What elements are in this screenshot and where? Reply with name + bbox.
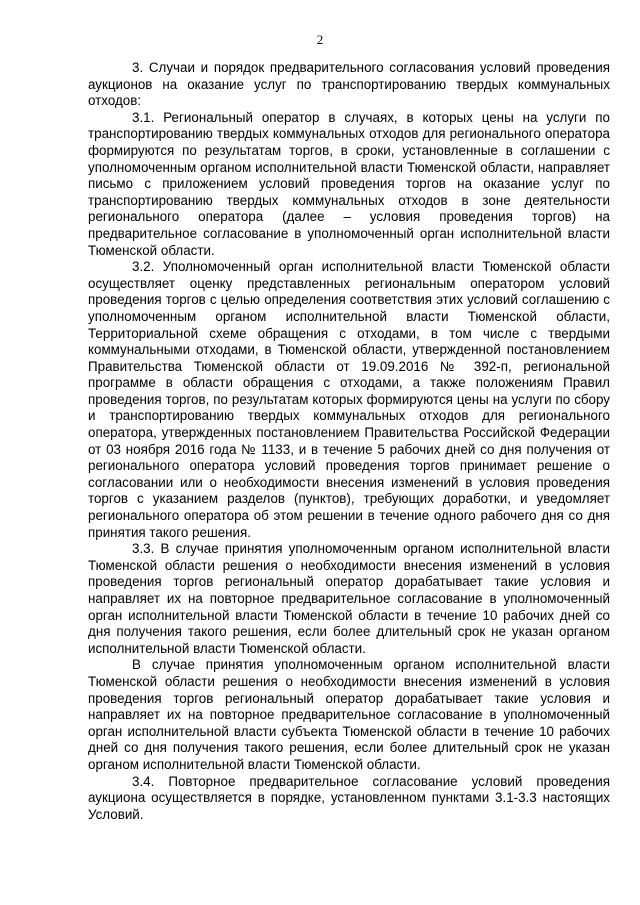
section-3-heading: 3. Случаи и порядок предварительного согласования условий проведения аукционов на оказание услуг по транспортированию твердых коммунальных отходов: [88, 60, 610, 109]
section-3-3-paragraph: 3.3. В случае принятия уполномоченным органом исполнительной власти Тюменской области решения о необходимости внесения изменений в условия проведения торгов региональный оператор дорабатывает такие условия и направляет их на повторное предварительное согласование в уполномоченный орган исполнительной власти Тюменской области в течение 10 рабочих дней со дня получения такого решения, если более длительный срок не указан органом исполнительной власти Тюменской области. [88, 541, 610, 656]
section-3-2-paragraph: 3.2. Уполномоченный орган исполнительной власти Тюменской области осуществляет оценку представленных региональным оператором условий проведения торгов с целью определения соответствия этих условий соглашению с уполномоченным органом исполнительной власти Тюменской области, Территориальной схеме обращения с отходами, в том числе с твердыми коммунальными отходами, в Тюменской области, утвержденной постановлением Правительства Тюменской области от 19.09.2016 № 392-п, региональной программе в области обращения с отходами, а также положениям Правил проведения торгов, по результатам которых формируются цены на услуги по сбору и транспортированию твердых коммунальных отходов для регионального оператора, утвержденных постановлением Правительства Российской Федерации от 03 ноября 2016 года № 1133, и в течение 5 рабочих дней со дня получения от регионального оператора условий проведения торгов принимает решение о согласовании или о необходимости внесения изменений в условия проведения торгов с указанием разделов (пунктов), требующих доработки, и уведомляет регионального оператора об этом решении в течение одного рабочего дня со дня принятия такого решения. [88, 259, 610, 540]
section-3-4-paragraph: 3.4. Повторное предварительное согласование условий проведения аукциона осуществляется в порядке, установленном пунктами 3.1-3.3 настоящих Условий. [88, 773, 610, 822]
section-3-3-continuation-paragraph: В случае принятия уполномоченным органом исполнительной власти Тюменской области решения о необходимости внесения изменений в условия проведения торгов региональный оператор дорабатывает такие условия и направляет их на повторное предварительное согласование в уполномоченный орган исполнительной власти субъекта Тюменской области в течение 10 рабочих дней со дня получения такого решения, если более длительный срок не указан органом исполнительной власти Тюменской области. [88, 657, 610, 772]
section-3-1-paragraph: 3.1. Региональный оператор в случаях, в которых цены на услуги по транспортированию твердых коммунальных отходов для регионального оператора формируются по результатам торгов, в сроки, установленные в соглашении с уполномоченным органом исполнительной власти Тюменской области, направляет письмо с приложением условий проведения торгов на оказание услуг по транспортированию твердых коммунальных отходов в зоне деятельности регионального оператора (далее – условия проведения торгов) на предварительное согласование в уполномоченный орган исполнительной власти Тюменской области. [88, 109, 610, 258]
document-body [88, 60, 610, 823]
page-number: 2 [316, 32, 324, 47]
